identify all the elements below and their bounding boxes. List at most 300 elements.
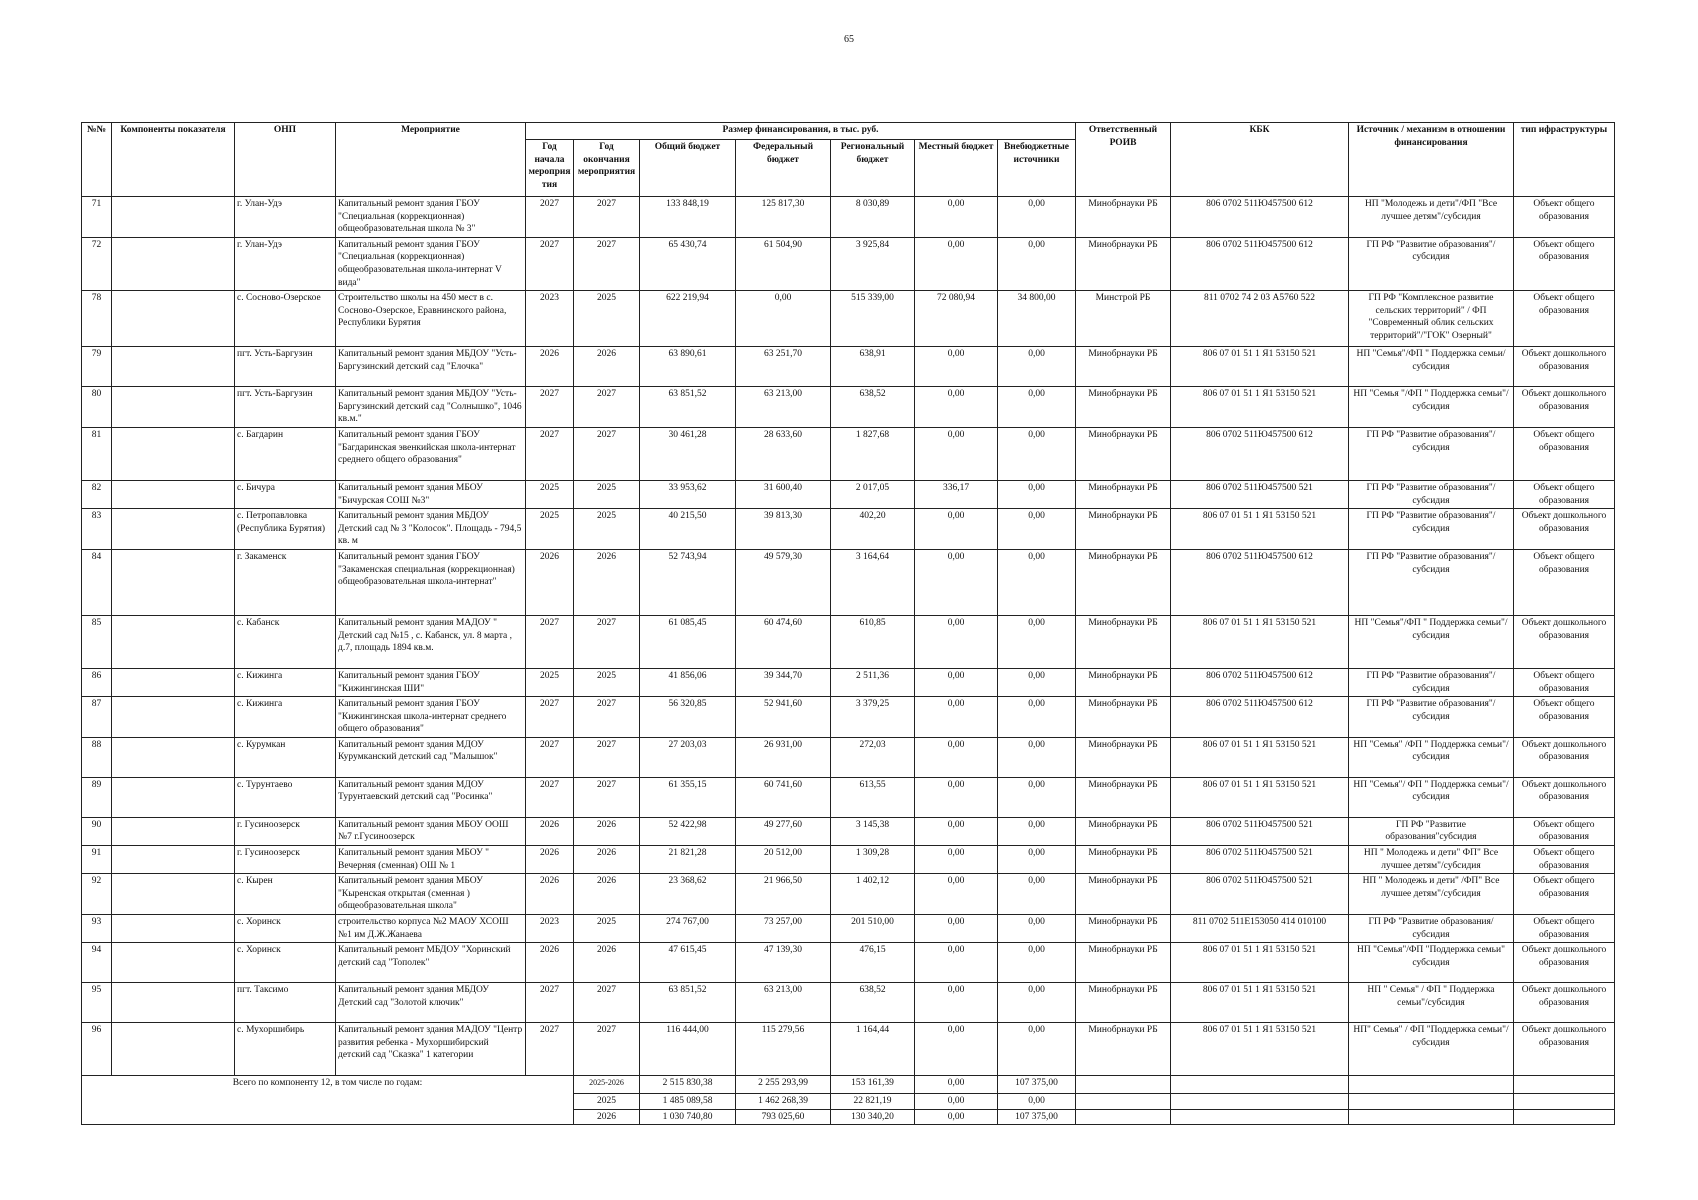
row-onp: пгт. Усть-Баргузин <box>235 387 336 428</box>
row-roiv: Минобрнауки РБ <box>1076 697 1171 738</box>
row-component <box>112 480 235 508</box>
row-kbk: 806 0702 511Ю457500 612 <box>1171 427 1349 480</box>
row-num: 90 <box>82 817 112 845</box>
row-local: 0,00 <box>915 983 998 1023</box>
row-roiv: Минобрнауки РБ <box>1076 427 1171 480</box>
row-year-end: 2027 <box>574 615 640 668</box>
row-total-budget: 274 767,00 <box>640 915 736 943</box>
table-row <box>82 737 1615 777</box>
row-source: ГП РФ "Развитие образования/субсидия <box>1349 915 1514 943</box>
row-component <box>112 549 235 615</box>
row-extra: 0,00 <box>998 777 1076 817</box>
row-year-start: 2027 <box>526 1023 574 1076</box>
row-total-budget: 65 430,74 <box>640 237 736 290</box>
row-kbk: 806 07 01 51 1 Я1 53150 521 <box>1171 387 1349 428</box>
row-regional: 638,52 <box>831 387 915 428</box>
row-year-start: 2025 <box>526 480 574 508</box>
row-event: Капитальный ремонт здания ГБОУ "Кижингинская школа-интернат среднего общего образования" <box>336 697 526 738</box>
row-extra: 0,00 <box>998 549 1076 615</box>
row-event: Капитальный ремонт здания ГБОУ "Багдаринская эвенкийская школа-интернат среднего общего образования" <box>336 427 526 480</box>
table-row <box>82 697 1615 738</box>
row-year-start: 2025 <box>526 668 574 696</box>
table-row <box>82 549 1615 615</box>
row-component <box>112 777 235 817</box>
totals-federal: 793 025,60 <box>736 1109 831 1125</box>
row-year-end: 2026 <box>574 846 640 874</box>
row-year-start: 2026 <box>526 817 574 845</box>
row-kbk: 806 07 01 51 1 Я1 53150 521 <box>1171 943 1349 983</box>
row-event: Капитальный ремонт здания МАДОУ " Детский сад №15 , с. Кабанск, ул. 8 марта , д.7, площадь 1894 кв.м. <box>336 615 526 668</box>
row-local: 0,00 <box>915 237 998 290</box>
row-regional: 3 164,64 <box>831 549 915 615</box>
row-num: 83 <box>82 509 112 550</box>
row-roiv: Минобрнауки РБ <box>1076 480 1171 508</box>
row-onp: пгт. Усть-Баргузин <box>235 347 336 387</box>
table-row <box>82 874 1615 915</box>
row-year-start: 2027 <box>526 983 574 1023</box>
row-year-end: 2027 <box>574 777 640 817</box>
row-year-start: 2027 <box>526 615 574 668</box>
row-infra: Объект общего образования <box>1514 874 1615 915</box>
row-num: 84 <box>82 549 112 615</box>
row-source: НП "Семья"/ФП " Поддержка семьи"/субсидия <box>1349 615 1514 668</box>
row-extra: 0,00 <box>998 668 1076 696</box>
row-infra: Объект дошкольного образования <box>1514 983 1615 1023</box>
row-source: НП "Семья "/ФП " Поддержка семьи"/субсидия <box>1349 387 1514 428</box>
row-extra: 0,00 <box>998 480 1076 508</box>
row-source: ГП РФ "Развитие образования"/субсидия <box>1349 427 1514 480</box>
row-kbk: 806 0702 511Ю457500 521 <box>1171 817 1349 845</box>
row-num: 78 <box>82 291 112 347</box>
row-total-budget: 116 444,00 <box>640 1023 736 1076</box>
row-kbk: 806 07 01 51 1 Я1 53150 521 <box>1171 983 1349 1023</box>
totals-empty-cell <box>1514 1076 1615 1094</box>
row-regional: 272,03 <box>831 737 915 777</box>
totals-federal: 2 255 293,99 <box>736 1076 831 1094</box>
row-year-end: 2027 <box>574 237 640 290</box>
row-regional: 638,91 <box>831 347 915 387</box>
row-federal: 0,00 <box>736 291 831 347</box>
row-federal: 49 277,60 <box>736 817 831 845</box>
financing-table <box>81 122 1615 1125</box>
row-onp: г. Улан-Удэ <box>235 237 336 290</box>
row-regional: 3 925,84 <box>831 237 915 290</box>
row-roiv: Минобрнауки РБ <box>1076 549 1171 615</box>
header-year-start: Год начала мероприя тия <box>526 140 574 197</box>
row-component <box>112 943 235 983</box>
row-onp: с. Турунтаево <box>235 777 336 817</box>
row-kbk: 806 0702 511Ю457500 612 <box>1171 549 1349 615</box>
row-extra: 0,00 <box>998 915 1076 943</box>
row-component <box>112 817 235 845</box>
row-year-end: 2025 <box>574 480 640 508</box>
row-extra: 0,00 <box>998 509 1076 550</box>
row-extra: 0,00 <box>998 347 1076 387</box>
row-infra: Объект общего образования <box>1514 668 1615 696</box>
totals-local: 0,00 <box>915 1109 998 1125</box>
row-event: строительство корпуса №2 МАОУ ХСОШ №1 им Д.Ж.Жанаева <box>336 915 526 943</box>
row-regional: 1 309,28 <box>831 846 915 874</box>
row-infra: Объект общего образования <box>1514 197 1615 238</box>
row-component <box>112 347 235 387</box>
row-federal: 63 213,00 <box>736 983 831 1023</box>
row-onp: с. Мухоршибирь <box>235 1023 336 1076</box>
row-total-budget: 63 851,52 <box>640 983 736 1023</box>
row-onp: с. Петропавловка (Республика Бурятия) <box>235 509 336 550</box>
row-onp: с. Кижинга <box>235 697 336 738</box>
row-year-end: 2027 <box>574 427 640 480</box>
header-kbk: КБК <box>1171 123 1349 197</box>
row-roiv: Минобрнауки РБ <box>1076 237 1171 290</box>
row-total-budget: 23 368,62 <box>640 874 736 915</box>
row-source: ГП РФ "Развитие образования"/субсидия <box>1349 509 1514 550</box>
row-roiv: Минобрнауки РБ <box>1076 983 1171 1023</box>
row-component <box>112 737 235 777</box>
row-num: 72 <box>82 237 112 290</box>
row-infra: Объект дошкольного образования <box>1514 347 1615 387</box>
row-source: НП "Молодежь и дети"/ФП "Все лучшее детям"/субсидия <box>1349 197 1514 238</box>
row-year-end: 2025 <box>574 915 640 943</box>
totals-empty-cell <box>1076 1094 1171 1110</box>
row-onp: г. Гусиноозерск <box>235 817 336 845</box>
totals-empty-cell <box>1349 1109 1514 1125</box>
row-federal: 21 966,50 <box>736 874 831 915</box>
row-regional: 3 145,38 <box>831 817 915 845</box>
row-year-start: 2027 <box>526 697 574 738</box>
header-num: №№ <box>82 123 112 197</box>
row-federal: 73 257,00 <box>736 915 831 943</box>
row-extra: 0,00 <box>998 874 1076 915</box>
row-regional: 1 402,12 <box>831 874 915 915</box>
row-federal: 26 931,00 <box>736 737 831 777</box>
table-row <box>82 197 1615 238</box>
row-infra: Объект дошкольного образования <box>1514 777 1615 817</box>
table-row <box>82 427 1615 480</box>
row-onp: г. Гусиноозерск <box>235 846 336 874</box>
row-roiv: Минобрнауки РБ <box>1076 874 1171 915</box>
row-roiv: Минобрнауки РБ <box>1076 197 1171 238</box>
row-kbk: 811 0702 74 2 03 А5760 522 <box>1171 291 1349 347</box>
row-total-budget: 63 851,52 <box>640 387 736 428</box>
row-total-budget: 27 203,03 <box>640 737 736 777</box>
row-local: 0,00 <box>915 549 998 615</box>
table-row <box>82 668 1615 696</box>
row-total-budget: 133 848,19 <box>640 197 736 238</box>
row-total-budget: 47 615,45 <box>640 943 736 983</box>
row-source: НП "Семья" /ФП " Поддержка семьи"/субсидия <box>1349 737 1514 777</box>
row-year-end: 2025 <box>574 291 640 347</box>
totals-period: 2025 <box>574 1094 640 1110</box>
totals-total-budget: 2 515 830,38 <box>640 1076 736 1094</box>
row-local: 0,00 <box>915 427 998 480</box>
row-num: 94 <box>82 943 112 983</box>
row-kbk: 811 0702 511Е153050 414 010100 <box>1171 915 1349 943</box>
row-event: Капитальный ремонт здания ГБОУ "Специальная (коррекционная) общеобразовательная школа-интернат V вида" <box>336 237 526 290</box>
row-year-end: 2025 <box>574 509 640 550</box>
row-extra: 0,00 <box>998 983 1076 1023</box>
row-kbk: 806 07 01 51 1 Я1 53150 521 <box>1171 737 1349 777</box>
totals-local: 0,00 <box>915 1094 998 1110</box>
row-extra: 34 800,00 <box>998 291 1076 347</box>
totals-empty-cell <box>1076 1109 1171 1125</box>
table-row <box>82 915 1615 943</box>
row-event: Капитальный ремонт здания МБОУ ООШ №7 г.Гусиноозерск <box>336 817 526 845</box>
row-roiv: Минобрнауки РБ <box>1076 915 1171 943</box>
row-local: 0,00 <box>915 874 998 915</box>
row-local: 0,00 <box>915 387 998 428</box>
row-roiv: Минобрнауки РБ <box>1076 509 1171 550</box>
row-infra: Объект дошкольного образования <box>1514 737 1615 777</box>
row-roiv: Минобрнауки РБ <box>1076 347 1171 387</box>
row-local: 0,00 <box>915 846 998 874</box>
row-source: НП" Семья" / ФП "Поддержка семьи"/субсидия <box>1349 1023 1514 1076</box>
row-year-start: 2023 <box>526 291 574 347</box>
row-year-end: 2027 <box>574 983 640 1023</box>
totals-label: Всего по компоненту 12, в том числе по годам: <box>82 1076 574 1125</box>
row-year-start: 2027 <box>526 737 574 777</box>
row-kbk: 806 0702 511Ю457500 521 <box>1171 480 1349 508</box>
row-local: 0,00 <box>915 817 998 845</box>
row-infra: Объект дошкольного образования <box>1514 615 1615 668</box>
header-infra: тип ифраструктуры <box>1514 123 1615 197</box>
table-row <box>82 237 1615 290</box>
row-onp: с. Сосново-Озерское <box>235 291 336 347</box>
row-component <box>112 291 235 347</box>
totals-row <box>82 1076 1615 1094</box>
totals-regional: 153 161,39 <box>831 1076 915 1094</box>
row-event: Капитальный ремонт здания МБОУ "Бичурская СОШ №3" <box>336 480 526 508</box>
table-row <box>82 777 1615 817</box>
totals-empty-cell <box>1349 1076 1514 1094</box>
row-onp: с. Хоринск <box>235 915 336 943</box>
row-num: 85 <box>82 615 112 668</box>
row-source: ГП РФ "Развитие образования"/субсидия <box>1349 668 1514 696</box>
row-num: 96 <box>82 1023 112 1076</box>
row-total-budget: 61 355,15 <box>640 777 736 817</box>
row-onp: с. Багдарин <box>235 427 336 480</box>
row-event: Капитальный ремонт здания МБДОУ "Усть-Баргузинский детский сад "Солнышко", 1046 кв.м." <box>336 387 526 428</box>
row-extra: 0,00 <box>998 615 1076 668</box>
row-federal: 20 512,00 <box>736 846 831 874</box>
row-year-end: 2026 <box>574 817 640 845</box>
header-components: Компоненты показателя <box>112 123 235 197</box>
row-roiv: Минобрнауки РБ <box>1076 943 1171 983</box>
row-num: 87 <box>82 697 112 738</box>
totals-local: 0,00 <box>915 1076 998 1094</box>
row-event: Капитальный ремонт здания МБДОУ Детский сад "Золотой ключик" <box>336 983 526 1023</box>
row-extra: 0,00 <box>998 237 1076 290</box>
header-total-budget: Общий бюджет <box>640 140 736 197</box>
row-infra: Объект общего образования <box>1514 549 1615 615</box>
header-federal: Федеральный бюджет <box>736 140 831 197</box>
row-local: 0,00 <box>915 509 998 550</box>
row-source: НП " Молодежь и дети" ФП" Все лучшее детям"/субсидия <box>1349 846 1514 874</box>
row-regional: 638,52 <box>831 983 915 1023</box>
row-roiv: Минобрнауки РБ <box>1076 737 1171 777</box>
totals-regional: 130 340,20 <box>831 1109 915 1125</box>
totals-empty-cell <box>1171 1076 1349 1094</box>
row-year-start: 2026 <box>526 874 574 915</box>
row-kbk: 806 07 01 51 1 Я1 53150 521 <box>1171 1023 1349 1076</box>
totals-empty-cell <box>1171 1109 1349 1125</box>
row-component <box>112 237 235 290</box>
row-infra: Объект общего образования <box>1514 480 1615 508</box>
table-row <box>82 817 1615 845</box>
table-body <box>82 197 1615 1076</box>
row-year-start: 2027 <box>526 777 574 817</box>
row-component <box>112 509 235 550</box>
row-local: 0,00 <box>915 197 998 238</box>
row-extra: 0,00 <box>998 1023 1076 1076</box>
row-infra: Объект общего образования <box>1514 915 1615 943</box>
table-row <box>82 387 1615 428</box>
row-federal: 39 344,70 <box>736 668 831 696</box>
row-local: 0,00 <box>915 347 998 387</box>
row-infra: Объект дошкольного образования <box>1514 387 1615 428</box>
header-onp: ОНП <box>235 123 336 197</box>
row-source: НП "Семья"/ ФП " Поддержка семьи"/субсидия <box>1349 777 1514 817</box>
row-source: ГП РФ "Комплексное развитие сельских территорий" / ФП "Современный облик сельских территорий"/"ГОК" Озерный" <box>1349 291 1514 347</box>
row-local: 336,17 <box>915 480 998 508</box>
row-roiv: Минобрнауки РБ <box>1076 777 1171 817</box>
totals-total-budget: 1 485 089,58 <box>640 1094 736 1110</box>
row-local: 0,00 <box>915 943 998 983</box>
row-source: ГП РФ "Развитие образования"/субсидия <box>1349 480 1514 508</box>
row-event: Капитальный ремонт здания МБОУ " Вечерняя (сменная) ОШ № 1 <box>336 846 526 874</box>
row-federal: 63 213,00 <box>736 387 831 428</box>
row-num: 71 <box>82 197 112 238</box>
row-source: ГП РФ "Развитие образования"/субсидия <box>1349 697 1514 738</box>
row-regional: 2 511,36 <box>831 668 915 696</box>
row-num: 79 <box>82 347 112 387</box>
row-num: 93 <box>82 915 112 943</box>
row-local: 0,00 <box>915 697 998 738</box>
row-kbk: 806 07 01 51 1 Я1 53150 521 <box>1171 777 1349 817</box>
row-kbk: 806 0702 511Ю457500 521 <box>1171 874 1349 915</box>
row-infra: Объект дошкольного образования <box>1514 943 1615 983</box>
header-local: Местный бюджет <box>915 140 998 197</box>
totals-federal: 1 462 268,39 <box>736 1094 831 1110</box>
row-event: Капитальный ремонт здания МДОУ Курумканский детский сад "Малышок" <box>336 737 526 777</box>
row-year-start: 2026 <box>526 347 574 387</box>
row-federal: 60 741,60 <box>736 777 831 817</box>
row-federal: 47 139,30 <box>736 943 831 983</box>
totals-empty-cell <box>1171 1094 1349 1110</box>
row-roiv: Минобрнауки РБ <box>1076 846 1171 874</box>
row-extra: 0,00 <box>998 846 1076 874</box>
row-event: Капитальный ремонт здания МДОУ Турунтаевский детский сад "Росинка" <box>336 777 526 817</box>
header-roiv: Ответственный РОИВ <box>1076 123 1171 197</box>
row-event: Капитальный ремонт здания МБДОУ Детский сад № 3 "Колосок". Площадь - 794,5 кв. м <box>336 509 526 550</box>
row-federal: 28 633,60 <box>736 427 831 480</box>
row-year-end: 2025 <box>574 668 640 696</box>
row-kbk: 806 0702 511Ю457500 521 <box>1171 846 1349 874</box>
row-component <box>112 615 235 668</box>
row-num: 81 <box>82 427 112 480</box>
row-roiv: Минобрнауки РБ <box>1076 817 1171 845</box>
row-total-budget: 41 856,06 <box>640 668 736 696</box>
row-regional: 1 827,68 <box>831 427 915 480</box>
row-kbk: 806 0702 511Ю457500 612 <box>1171 668 1349 696</box>
row-kbk: 806 0702 511Ю457500 612 <box>1171 197 1349 238</box>
row-year-start: 2027 <box>526 197 574 238</box>
row-event: Капитальный ремонт здания МБОУ "Кыренская открытая (сменная ) общеобразовательная школа" <box>336 874 526 915</box>
row-onp: с. Кижинга <box>235 668 336 696</box>
row-event: Капитальный ремонт здания ГБОУ "Кижингинская ШИ" <box>336 668 526 696</box>
row-extra: 0,00 <box>998 817 1076 845</box>
row-local: 72 080,94 <box>915 291 998 347</box>
row-year-start: 2027 <box>526 427 574 480</box>
row-component <box>112 915 235 943</box>
row-kbk: 806 07 01 51 1 Я1 53150 521 <box>1171 509 1349 550</box>
row-year-end: 2027 <box>574 697 640 738</box>
row-source: НП "Семья"/ФП " Поддержка семьи/ субсидия <box>1349 347 1514 387</box>
table-row <box>82 1023 1615 1076</box>
row-num: 82 <box>82 480 112 508</box>
row-infra: Объект общего образования <box>1514 291 1615 347</box>
row-federal: 60 474,60 <box>736 615 831 668</box>
row-source: ГП РФ "Развитие образования"/субсидия <box>1349 549 1514 615</box>
row-event: Капитальный ремонт здания МАДОУ "Центр развития ребенка - Мухоршибирский детский сад "Сказка" 1 категории <box>336 1023 526 1076</box>
table-row <box>82 347 1615 387</box>
row-component <box>112 983 235 1023</box>
row-event: Строительство школы на 450 мест в с. Сосново-Озерское, Еравнинского района, Республики Бурятия <box>336 291 526 347</box>
row-regional: 515 339,00 <box>831 291 915 347</box>
row-onp: с. Хоринск <box>235 943 336 983</box>
header-financing: Размер финансирования, в тыс. руб. <box>526 123 1076 140</box>
row-component <box>112 668 235 696</box>
row-roiv: Минобрнауки РБ <box>1076 615 1171 668</box>
row-regional: 1 164,44 <box>831 1023 915 1076</box>
row-source: НП " Молодежь и дети" /ФП" Все лучшее детям"/субсидия <box>1349 874 1514 915</box>
row-roiv: Минстрой РБ <box>1076 291 1171 347</box>
row-year-end: 2026 <box>574 347 640 387</box>
row-total-budget: 21 821,28 <box>640 846 736 874</box>
row-total-budget: 56 320,85 <box>640 697 736 738</box>
row-extra: 0,00 <box>998 427 1076 480</box>
row-total-budget: 52 422,98 <box>640 817 736 845</box>
table-row <box>82 943 1615 983</box>
row-onp: г. Закаменск <box>235 549 336 615</box>
row-component <box>112 874 235 915</box>
row-year-end: 2026 <box>574 549 640 615</box>
row-kbk: 806 07 01 51 1 Я1 53150 521 <box>1171 615 1349 668</box>
row-extra: 0,00 <box>998 197 1076 238</box>
row-infra: Объект дошкольного образования <box>1514 1023 1615 1076</box>
row-total-budget: 33 953,62 <box>640 480 736 508</box>
row-extra: 0,00 <box>998 697 1076 738</box>
row-infra: Объект общего образования <box>1514 846 1615 874</box>
table-row <box>82 509 1615 550</box>
row-total-budget: 63 890,61 <box>640 347 736 387</box>
header-regional: Региональный бюджет <box>831 140 915 197</box>
row-year-start: 2026 <box>526 846 574 874</box>
totals-extra: 0,00 <box>998 1094 1076 1110</box>
row-federal: 115 279,56 <box>736 1023 831 1076</box>
row-total-budget: 40 215,50 <box>640 509 736 550</box>
row-num: 91 <box>82 846 112 874</box>
row-component <box>112 427 235 480</box>
totals-period: 2026 <box>574 1109 640 1125</box>
row-year-start: 2023 <box>526 915 574 943</box>
row-kbk: 806 0702 511Ю457500 612 <box>1171 237 1349 290</box>
row-regional: 201 510,00 <box>831 915 915 943</box>
row-source: ГП РФ "Развитие образования"/субсидия <box>1349 237 1514 290</box>
header-event: Мероприятие <box>336 123 526 197</box>
row-num: 95 <box>82 983 112 1023</box>
row-federal: 61 504,90 <box>736 237 831 290</box>
totals-extra: 107 375,00 <box>998 1109 1076 1125</box>
